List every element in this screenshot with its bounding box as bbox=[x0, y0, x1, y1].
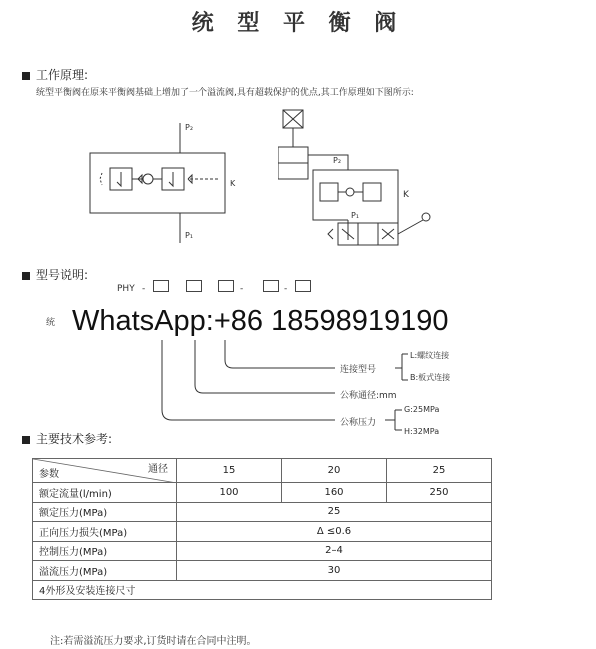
pressure-g-option: G:25MPa bbox=[404, 405, 440, 414]
table-row-label: 控制压力(MPa) bbox=[33, 541, 177, 561]
pressure-label: 公称压力 bbox=[340, 418, 377, 428]
model-code-box bbox=[263, 280, 279, 292]
square-bullet-icon bbox=[22, 72, 30, 80]
model-code-box bbox=[295, 280, 311, 292]
square-bullet-icon bbox=[22, 272, 30, 280]
left-p2-label: P₂ bbox=[185, 123, 194, 132]
square-bullet-icon bbox=[22, 436, 30, 444]
table-row bbox=[33, 541, 492, 561]
connection-b-option: B:板式连接 bbox=[410, 373, 451, 382]
table-row-label: 溢流压力(MPa) bbox=[33, 561, 177, 581]
table-footer-cell: 4外形及安装连接尺寸 bbox=[33, 580, 492, 600]
section-principle-heading: 工作原理: bbox=[22, 66, 88, 83]
right-hydraulic-diagram bbox=[278, 105, 458, 265]
pressure-h-option: H:32MPa bbox=[404, 427, 440, 436]
table-row bbox=[33, 483, 492, 503]
table-cell: 25 bbox=[177, 502, 492, 522]
left-k-label: K bbox=[230, 179, 236, 188]
table-header-cell: 20 bbox=[282, 459, 387, 483]
order-note: 注:若需溢流压力要求,订货时请在合同中注明。 bbox=[50, 636, 257, 647]
left-hydraulic-diagram bbox=[80, 118, 260, 248]
principle-description: 统型平衡阀在原来平衡阀基础上增加了一个溢流阀,具有超载保护的优点,其工作原理如下图所示: bbox=[36, 88, 414, 98]
table-cell: Δ ≤0.6 bbox=[177, 522, 492, 542]
right-p1-label: P₁ bbox=[351, 211, 360, 220]
model-code-box bbox=[218, 280, 234, 292]
right-k-label: K bbox=[403, 190, 409, 200]
connection-label: 连接型号 bbox=[340, 365, 377, 375]
table-row-label: 额定流量(l/min) bbox=[33, 483, 177, 503]
left-p1-label: P₁ bbox=[185, 231, 194, 240]
table-row bbox=[33, 580, 492, 600]
model-side-char: 统 bbox=[46, 318, 56, 328]
table-row bbox=[33, 459, 492, 483]
table-header-cell: 15 bbox=[177, 459, 282, 483]
table-cell: 250 bbox=[387, 483, 492, 503]
table-row-label: 额定压力(MPa) bbox=[33, 502, 177, 522]
table-row bbox=[33, 561, 492, 581]
table-cell: 100 bbox=[177, 483, 282, 503]
table-row bbox=[33, 502, 492, 522]
spec-table bbox=[32, 458, 492, 600]
model-prefix: PHY bbox=[117, 284, 135, 294]
page-title: 统 型 平 衡 阀 bbox=[191, 11, 405, 36]
table-row bbox=[33, 522, 492, 542]
diameter-label: 公称通径:mm bbox=[340, 391, 397, 401]
model-code-box bbox=[153, 280, 169, 292]
table-cell: 160 bbox=[282, 483, 387, 503]
table-header-cell: 25 bbox=[387, 459, 492, 483]
connection-l-option: L:螺纹连接 bbox=[410, 351, 450, 360]
section-model-heading: 型号说明: bbox=[22, 266, 88, 283]
table-cell: 2–4 bbox=[177, 541, 492, 561]
model-dash-3: - bbox=[284, 284, 288, 294]
table-cell: 30 bbox=[177, 561, 492, 581]
table-header-cell: 参数 通径 bbox=[33, 459, 177, 483]
right-p2-label: P₂ bbox=[333, 156, 342, 165]
table-row-label: 正向压力损失(MPa) bbox=[33, 522, 177, 542]
model-code-box bbox=[186, 280, 202, 292]
section-spec-heading: 主要技术参考: bbox=[22, 430, 112, 447]
model-dash-2: - bbox=[240, 284, 244, 294]
whatsapp-contact-text: WhatsApp:+86 18598919190 bbox=[72, 305, 449, 337]
model-dash-1: - bbox=[142, 284, 146, 294]
